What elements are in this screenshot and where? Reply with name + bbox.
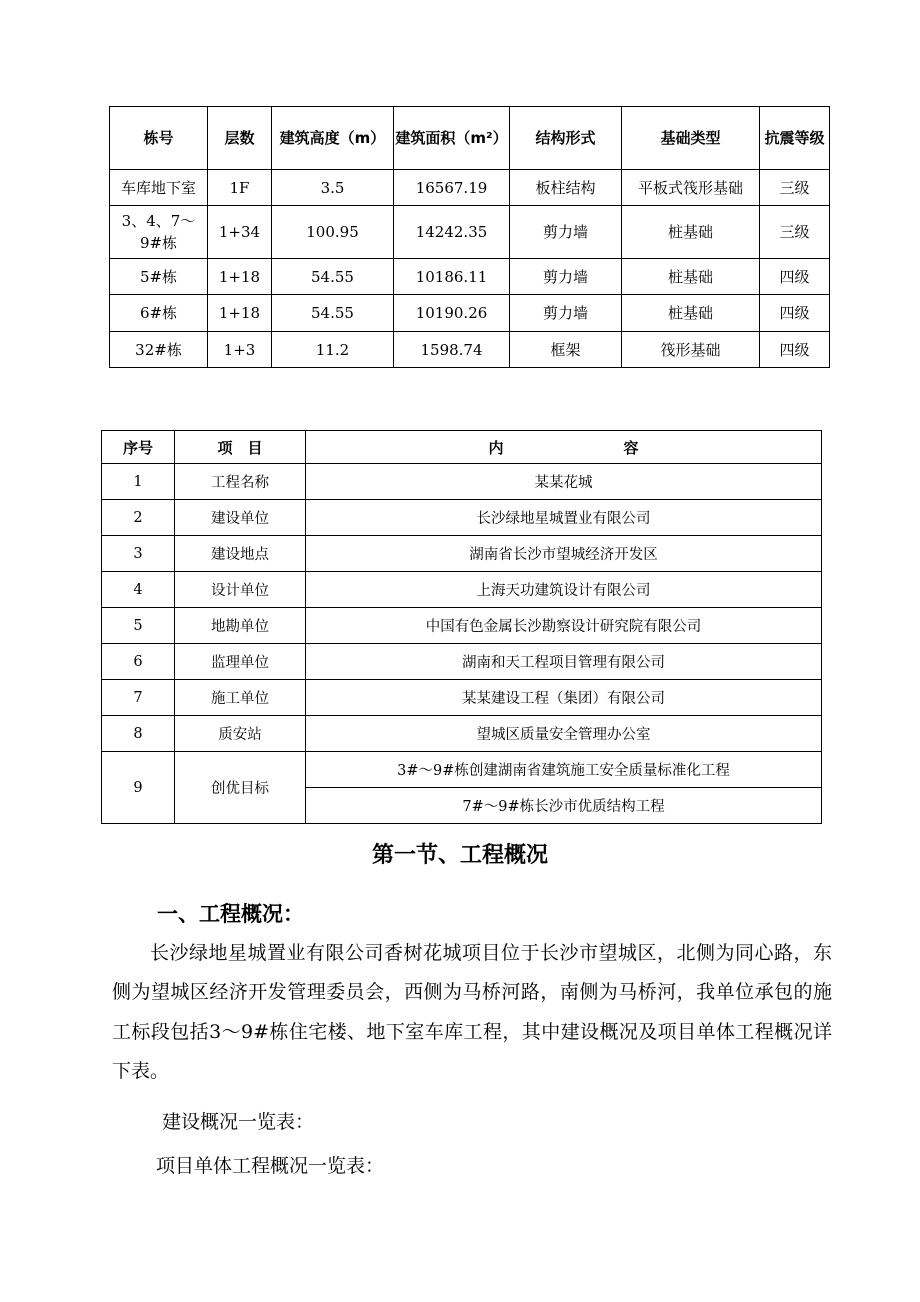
table-cell: 四级: [760, 259, 830, 295]
col-header-floors: 层数: [208, 107, 272, 170]
table-cell: 剪力墙: [510, 206, 622, 259]
col-header-number: 序号: [102, 431, 175, 464]
col-header-area: 建筑面积（m²）: [394, 107, 510, 170]
table-row: [110, 206, 830, 259]
table-cell: 1+18: [208, 295, 272, 332]
table-cell: 剪力墙: [510, 295, 622, 332]
table-cell: 1F: [208, 170, 272, 206]
table-cell: 10190.26: [394, 295, 510, 332]
table-cell: 车库地下室: [110, 170, 208, 206]
table-cell: 某某建设工程（集团）有限公司: [306, 680, 822, 716]
table-cell: 筏形基础: [622, 332, 760, 368]
table-cell: 地勘单位: [175, 608, 306, 644]
table-cell: 1+3: [208, 332, 272, 368]
table-cell: 桩基础: [622, 259, 760, 295]
table-cell: 2: [102, 500, 175, 536]
table-cell: 10186.11: [394, 259, 510, 295]
table-cell: 创优目标: [175, 752, 306, 824]
table-cell: 桩基础: [622, 206, 760, 259]
col-header-item: 项 目: [175, 431, 306, 464]
table-header-row: [102, 431, 822, 464]
building-overview-table: [109, 106, 830, 368]
table-row: [102, 644, 822, 680]
table-cell: 三级: [760, 170, 830, 206]
table-cell: 剪力墙: [510, 259, 622, 295]
table-row: [102, 500, 822, 536]
table-cell: 某某花城: [306, 464, 822, 500]
table-row: [102, 752, 822, 788]
table-cell: 湖南省长沙市望城经济开发区: [306, 536, 822, 572]
table-row: [110, 295, 830, 332]
table-cell: 16567.19: [394, 170, 510, 206]
table-cell: 7: [102, 680, 175, 716]
table-cell: 9: [102, 752, 175, 824]
overview-paragraph: 长沙绿地星城置业有限公司香树花城项目位于长沙市望城区，北侧为同心路，东侧为望城区经济开发管理委员会，西侧为马桥河路，南侧为马桥河，我单位承包的施工标段包括3～9#栋住宅楼、地下室车库工程，其中建设概况及项目单体工程概况详下表。: [112, 942, 832, 1082]
table-cell: 建设地点: [175, 536, 306, 572]
table-row: [102, 716, 822, 752]
table-cell: 1: [102, 464, 175, 500]
table-cell: 望城区质量安全管理办公室: [306, 716, 822, 752]
col-header-building: 栋号: [110, 107, 208, 170]
table-row: [102, 464, 822, 500]
table-cell: 14242.35: [394, 206, 510, 259]
table-cell: 质安站: [175, 716, 306, 752]
table-cell: 1598.74: [394, 332, 510, 368]
table-cell: 3.5: [272, 170, 394, 206]
table-row: [102, 680, 822, 716]
table-cell: 100.95: [272, 206, 394, 259]
table-cell: 框架: [510, 332, 622, 368]
table-cell: 湖南和天工程项目管理有限公司: [306, 644, 822, 680]
table-cell: 8: [102, 716, 175, 752]
table-cell: 6#栋: [110, 295, 208, 332]
col-header-foundation: 基础类型: [622, 107, 760, 170]
col-header-height: 建筑高度（m）: [272, 107, 394, 170]
table-cell: 3: [102, 536, 175, 572]
table-cell: 监理单位: [175, 644, 306, 680]
table-cell: 设计单位: [175, 572, 306, 608]
construction-overview-label: 建设概况一览表：: [162, 1111, 315, 1133]
table-cell: 5: [102, 608, 175, 644]
table-cell: 32#栋: [110, 332, 208, 368]
section-title: 第一节、工程概况: [371, 843, 548, 868]
table-cell: 11.2: [272, 332, 394, 368]
table-header-row: [110, 107, 830, 170]
table-cell: 5#栋: [110, 259, 208, 295]
table-cell: 中国有色金属长沙勘察设计研究院有限公司: [306, 608, 822, 644]
table-cell: 长沙绿地星城置业有限公司: [306, 500, 822, 536]
col-header-seismic: 抗震等级: [760, 107, 830, 170]
project-info-table: [101, 430, 822, 824]
table-row: [110, 259, 830, 295]
table-cell: 工程名称: [175, 464, 306, 500]
col-header-structure: 结构形式: [510, 107, 622, 170]
table-cell: 3、4、7～9#栋: [110, 206, 208, 259]
project-overview-label: 项目单体工程概况一览表：: [156, 1155, 385, 1177]
table-cell: 7#～9#栋长沙市优质结构工程: [306, 788, 822, 824]
table-row: [102, 536, 822, 572]
table-cell: 6: [102, 644, 175, 680]
col-header-content: 内 容: [306, 431, 822, 464]
table-row: [102, 608, 822, 644]
table-cell: 1+18: [208, 259, 272, 295]
table-cell: 4: [102, 572, 175, 608]
table-cell: 三级: [760, 206, 830, 259]
table-cell: 施工单位: [175, 680, 306, 716]
table-row: [102, 572, 822, 608]
subheading: 一、工程概况：: [157, 902, 304, 926]
table-cell: 54.55: [272, 295, 394, 332]
table-cell: 54.55: [272, 259, 394, 295]
table-cell: 板柱结构: [510, 170, 622, 206]
table-cell: 1+34: [208, 206, 272, 259]
table-row: [110, 332, 830, 368]
table-row: [110, 170, 830, 206]
table-cell: 上海天功建筑设计有限公司: [306, 572, 822, 608]
table-cell: 桩基础: [622, 295, 760, 332]
table-cell: 建设单位: [175, 500, 306, 536]
table-cell: 四级: [760, 332, 830, 368]
table-cell: 3#～9#栋创建湖南省建筑施工安全质量标准化工程: [306, 752, 822, 788]
table-cell: 平板式筏形基础: [622, 170, 760, 206]
table-cell: 四级: [760, 295, 830, 332]
